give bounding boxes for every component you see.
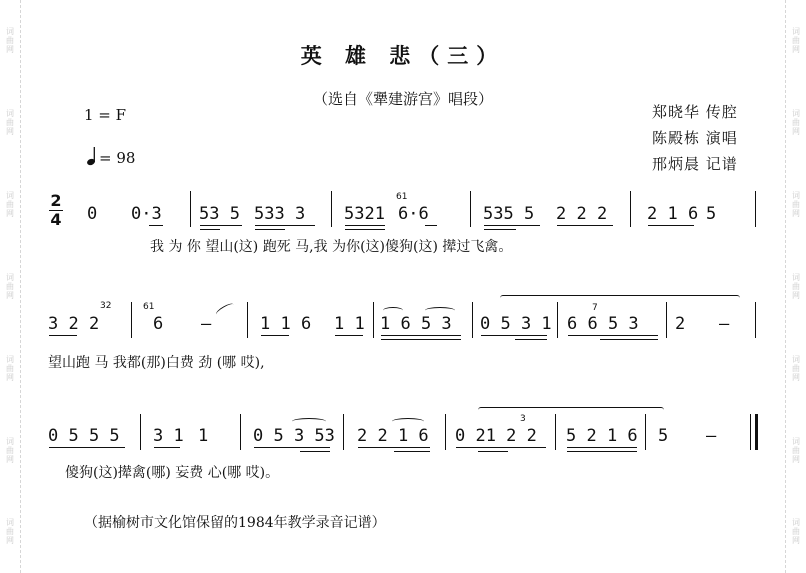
- lyrics-line-1: 我 为 你 望山(这) 跑死 马,我 为你(这)傻狗(这) 撵过飞禽。: [150, 239, 513, 255]
- barline: [666, 302, 667, 338]
- watermark: 词 曲 网: [792, 27, 800, 55]
- note: 0 21 2 2: [455, 426, 537, 446]
- beam: [154, 447, 180, 448]
- grace-note: 61: [143, 302, 155, 312]
- beam: [261, 335, 289, 336]
- credit-arranger: 郑晓华 传腔: [652, 103, 738, 121]
- beam: [425, 225, 437, 226]
- note: –: [706, 426, 717, 446]
- key-signature: 1 = F: [84, 106, 127, 124]
- note: 0 5 3 1: [480, 314, 552, 334]
- note: 6 6 5 3: [567, 314, 639, 334]
- barline: [472, 302, 473, 338]
- beam: [381, 339, 461, 340]
- credit-singer: 陈殿栋 演唱: [652, 129, 738, 147]
- lyrics-line-2: 望山跑 马 我都(那)白费 劲 (哪 哎),: [48, 355, 265, 371]
- slur: [425, 307, 455, 314]
- beam: [648, 225, 694, 226]
- beam: [567, 447, 637, 448]
- note: 1 1 6: [260, 314, 312, 334]
- barline: [470, 191, 471, 227]
- barline: [240, 414, 241, 450]
- note: 0 5 5 5: [48, 426, 120, 446]
- barline: [555, 414, 556, 450]
- beam: [478, 451, 508, 452]
- note: 2 2 1 6: [357, 426, 429, 446]
- barline: [630, 191, 631, 227]
- song-subtitle: （选自《犟建游宫》唱段）: [312, 90, 493, 108]
- watermark: 词 曲 网: [792, 191, 800, 219]
- watermark: 词 曲 网: [792, 518, 800, 546]
- barline: [445, 414, 446, 450]
- note: 5321: [344, 204, 385, 224]
- tempo-mark: = 98: [99, 149, 136, 167]
- beam: [358, 447, 430, 448]
- beam: [484, 225, 540, 226]
- watermark: 词 曲 网: [6, 272, 14, 300]
- beam: [568, 335, 658, 336]
- final-barline: [750, 414, 751, 450]
- watermark: 词 曲 网: [792, 109, 800, 137]
- beam: [49, 447, 125, 448]
- left-watermark-band: [0, 0, 20, 573]
- slur: [292, 418, 326, 425]
- slur: [500, 295, 740, 300]
- note: 0: [87, 204, 98, 224]
- watermark: 词 曲 网: [792, 354, 800, 382]
- note: 2: [675, 314, 686, 334]
- note: 5 2 1 6: [566, 426, 638, 446]
- note: 1: [198, 426, 209, 446]
- note: 6·6: [398, 204, 429, 224]
- watermark: 词 曲 网: [792, 436, 800, 464]
- right-watermark-band: [786, 0, 806, 573]
- beam: [394, 451, 430, 452]
- barline: [131, 302, 132, 338]
- beam: [255, 225, 315, 226]
- note: –: [719, 314, 730, 334]
- beam: [300, 451, 330, 452]
- beam: [255, 229, 285, 230]
- barline: [755, 302, 756, 338]
- note: 1 1: [334, 314, 365, 334]
- beam: [557, 225, 613, 226]
- left-divider: [20, 0, 21, 573]
- beam: [456, 447, 546, 448]
- barline: [190, 191, 191, 227]
- note: 535 5: [483, 204, 535, 224]
- note: 0·3: [131, 204, 162, 224]
- beam: [345, 225, 385, 226]
- beam: [49, 335, 77, 336]
- barline: [645, 414, 646, 450]
- note: –: [201, 314, 212, 334]
- grace-note: 61: [396, 192, 408, 202]
- slur: [383, 307, 403, 314]
- beam: [254, 447, 330, 448]
- note: 3 2 2: [48, 314, 100, 334]
- beam: [567, 451, 637, 452]
- time-signature: 2 4: [50, 191, 62, 229]
- watermark: 词 曲 网: [792, 272, 800, 300]
- beam: [149, 225, 163, 226]
- barline: [557, 302, 558, 338]
- watermark: 词 曲 网: [6, 109, 14, 137]
- barline: [755, 191, 756, 227]
- beam: [484, 229, 516, 230]
- quarter-note-icon: [86, 146, 96, 166]
- barline: [373, 302, 374, 338]
- note: 2 1 6: [647, 204, 699, 224]
- slur: [392, 418, 424, 425]
- watermark: 词 曲 网: [6, 518, 14, 546]
- beam: [600, 339, 658, 340]
- note: 6: [153, 314, 164, 334]
- right-divider: [785, 0, 786, 573]
- note: 5: [658, 426, 669, 446]
- beam: [200, 225, 242, 226]
- barline: [140, 414, 141, 450]
- grace-note: 3: [520, 414, 526, 424]
- note: 0 5 3 53: [253, 426, 335, 446]
- grace-note: 32: [100, 301, 112, 311]
- watermark: 词 曲 网: [6, 191, 14, 219]
- beam: [381, 335, 461, 336]
- note: 53 5: [199, 204, 240, 224]
- final-barline-thick: [755, 414, 758, 450]
- note: 533 3: [254, 204, 306, 224]
- note: 1 6 5 3: [380, 314, 452, 334]
- grace-note: 7: [592, 303, 598, 313]
- beam: [481, 335, 547, 336]
- barline: [343, 414, 344, 450]
- barline: [247, 302, 248, 338]
- watermark: 词 曲 网: [6, 354, 14, 382]
- beam: [335, 335, 363, 336]
- source-note: （据榆树市文化馆保留的1984年教学录音记谱）: [84, 515, 386, 531]
- note: 3 1: [153, 426, 184, 446]
- song-title: 英 雄 悲（三）: [300, 43, 506, 68]
- slur: [215, 301, 236, 317]
- beam: [515, 339, 547, 340]
- note: 5: [706, 204, 717, 224]
- watermark: 词 曲 网: [6, 436, 14, 464]
- beam: [345, 229, 385, 230]
- credit-notator: 邢炳晨 记谱: [652, 155, 738, 173]
- slur: [478, 407, 664, 412]
- beam: [200, 229, 220, 230]
- watermark: 词 曲 网: [6, 27, 14, 55]
- barline: [331, 191, 332, 227]
- lyrics-line-3: 傻狗(这)撵禽(哪) 妄费 心(哪 哎)。: [65, 465, 280, 481]
- note: 2 2 2: [556, 204, 608, 224]
